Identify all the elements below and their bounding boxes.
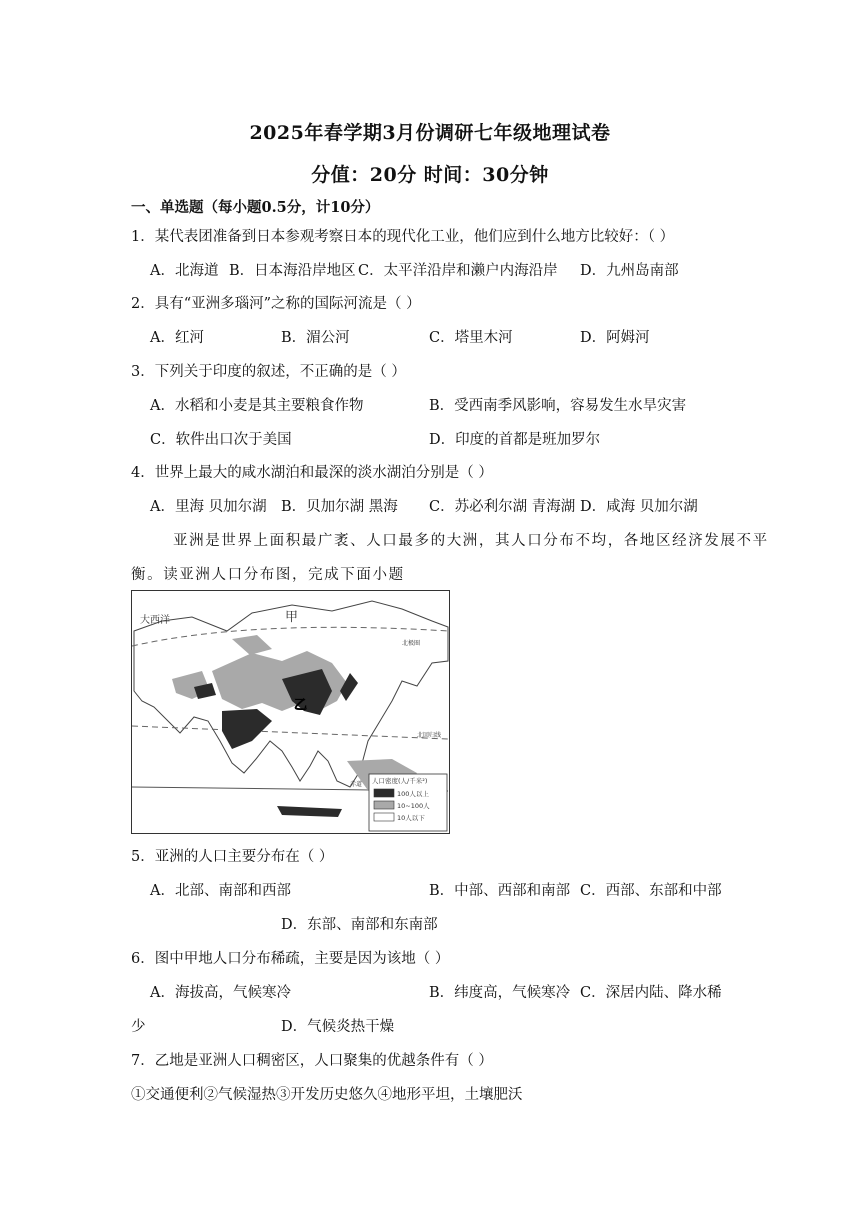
question-6-option-c: C．深居内陆、降水稀 — [580, 985, 722, 1001]
question-5-option-c: C．西部、东部和中部 — [580, 883, 722, 899]
question-2-option-b: B．湄公河 — [281, 330, 350, 346]
question-7-stem: 7．乙地是亚洲人口稠密区，人口聚集的优越条件有（ ） — [131, 1053, 493, 1069]
question-3-option-b: B．受西南季风影响，容易发生水旱灾害 — [429, 398, 687, 414]
legend-title: 人口密度(人/千米²) — [372, 777, 428, 785]
question-3-option-d: D．印度的首都是班加罗尔 — [429, 432, 601, 448]
legend-low-label: 10人以下 — [397, 814, 425, 822]
question-4-option-a: A．里海 贝加尔湖 — [150, 499, 267, 515]
legend-mid-label: 10~100人 — [397, 802, 430, 810]
legend-swatch-low — [374, 813, 394, 821]
question-7-conditions: ①交通便利②气候湿热③开发历史悠久④地形平坦，土壤肥沃 — [131, 1087, 523, 1103]
question-4-stem: 4．世界上最大的咸水湖泊和最深的淡水湖泊分别是（ ） — [131, 465, 493, 481]
legend-high-label: 100人以上 — [397, 790, 429, 798]
question-2-option-c: C．塔里木河 — [429, 330, 513, 346]
question-2-option-a: A．红河 — [150, 330, 204, 346]
passage-line-2: 衡。读亚洲人口分布图，完成下面小题 — [131, 567, 405, 583]
question-1-option-d: D．九州岛南部 — [580, 263, 679, 279]
question-4-option-b: B．贝加尔湖 黑海 — [281, 499, 398, 515]
section-heading: 一、单选题（每小题0.5分，计10分） — [131, 199, 380, 216]
question-3-stem: 3．下列关于印度的叙述，不正确的是（ ） — [131, 364, 406, 380]
question-5-stem: 5．亚洲的人口主要分布在（ ） — [131, 849, 334, 865]
question-1-option-c: C．太平洋沿岸和濑户内海沿岸 — [358, 263, 558, 279]
question-2-stem: 2．具有“亚洲多瑙河”之称的国际河流是（ ） — [131, 296, 421, 312]
high-density-area — [277, 806, 342, 817]
question-5-option-b: B．中部、西部和南部 — [429, 883, 571, 899]
legend-swatch-high — [374, 789, 394, 797]
question-4-option-c: C．苏必利尔湖 青海湖 — [429, 499, 576, 515]
question-2-option-d: D．阿姆河 — [580, 330, 650, 346]
question-5-option-a: A．北部、南部和西部 — [150, 883, 291, 899]
exam-title: 2025年春学期3月份调研七年级地理试卷 — [249, 122, 611, 144]
question-1-stem: 1．某代表团准备到日本参观考察日本的现代化工业，他们应到什么地方比较好：（ ） — [131, 229, 675, 245]
question-6-option-a: A．海拔高，气候寒冷 — [150, 985, 291, 1001]
label-yi: 乙 — [294, 698, 308, 713]
passage-line-1: 亚洲是世界上面积最广袤、人口最多的大洲，其人口分布不均，各地区经济发展不平 — [173, 533, 769, 549]
question-3-option-c: C．软件出口次于美国 — [150, 432, 292, 448]
question-6-stem: 6．图中甲地人口分布稀疏，主要是因为该地（ ） — [131, 951, 450, 967]
question-3-option-a: A．水稻和小麦是其主要粮食作物 — [150, 398, 364, 414]
label-jia: 甲 — [285, 610, 299, 625]
label-atlantic: 大西洋 — [140, 615, 170, 626]
question-1-option-b: B．日本海沿岸地区 — [229, 263, 356, 279]
question-6-option-c-continued: 少 — [131, 1019, 146, 1035]
label-arctic-circle: 北极圈 — [402, 640, 421, 647]
question-4-option-d: D．咸海 贝加尔湖 — [580, 499, 698, 515]
question-1-option-a: A．北海道 — [150, 263, 219, 279]
question-5-option-d: D．东部、南部和东南部 — [281, 917, 438, 933]
map-legend — [369, 774, 447, 831]
asia-population-map — [131, 590, 450, 834]
label-tropic-of-cancer: 北回归线 — [417, 732, 442, 739]
label-equator: 赤道 — [350, 781, 363, 788]
map-graphic — [132, 591, 449, 833]
question-6-option-b: B．纬度高，气候寒冷 — [429, 985, 571, 1001]
legend-swatch-mid — [374, 801, 394, 809]
question-6-option-d: D．气候炎热干燥 — [281, 1019, 395, 1035]
exam-subtitle: 分值：20分 时间：30分钟 — [311, 164, 549, 186]
